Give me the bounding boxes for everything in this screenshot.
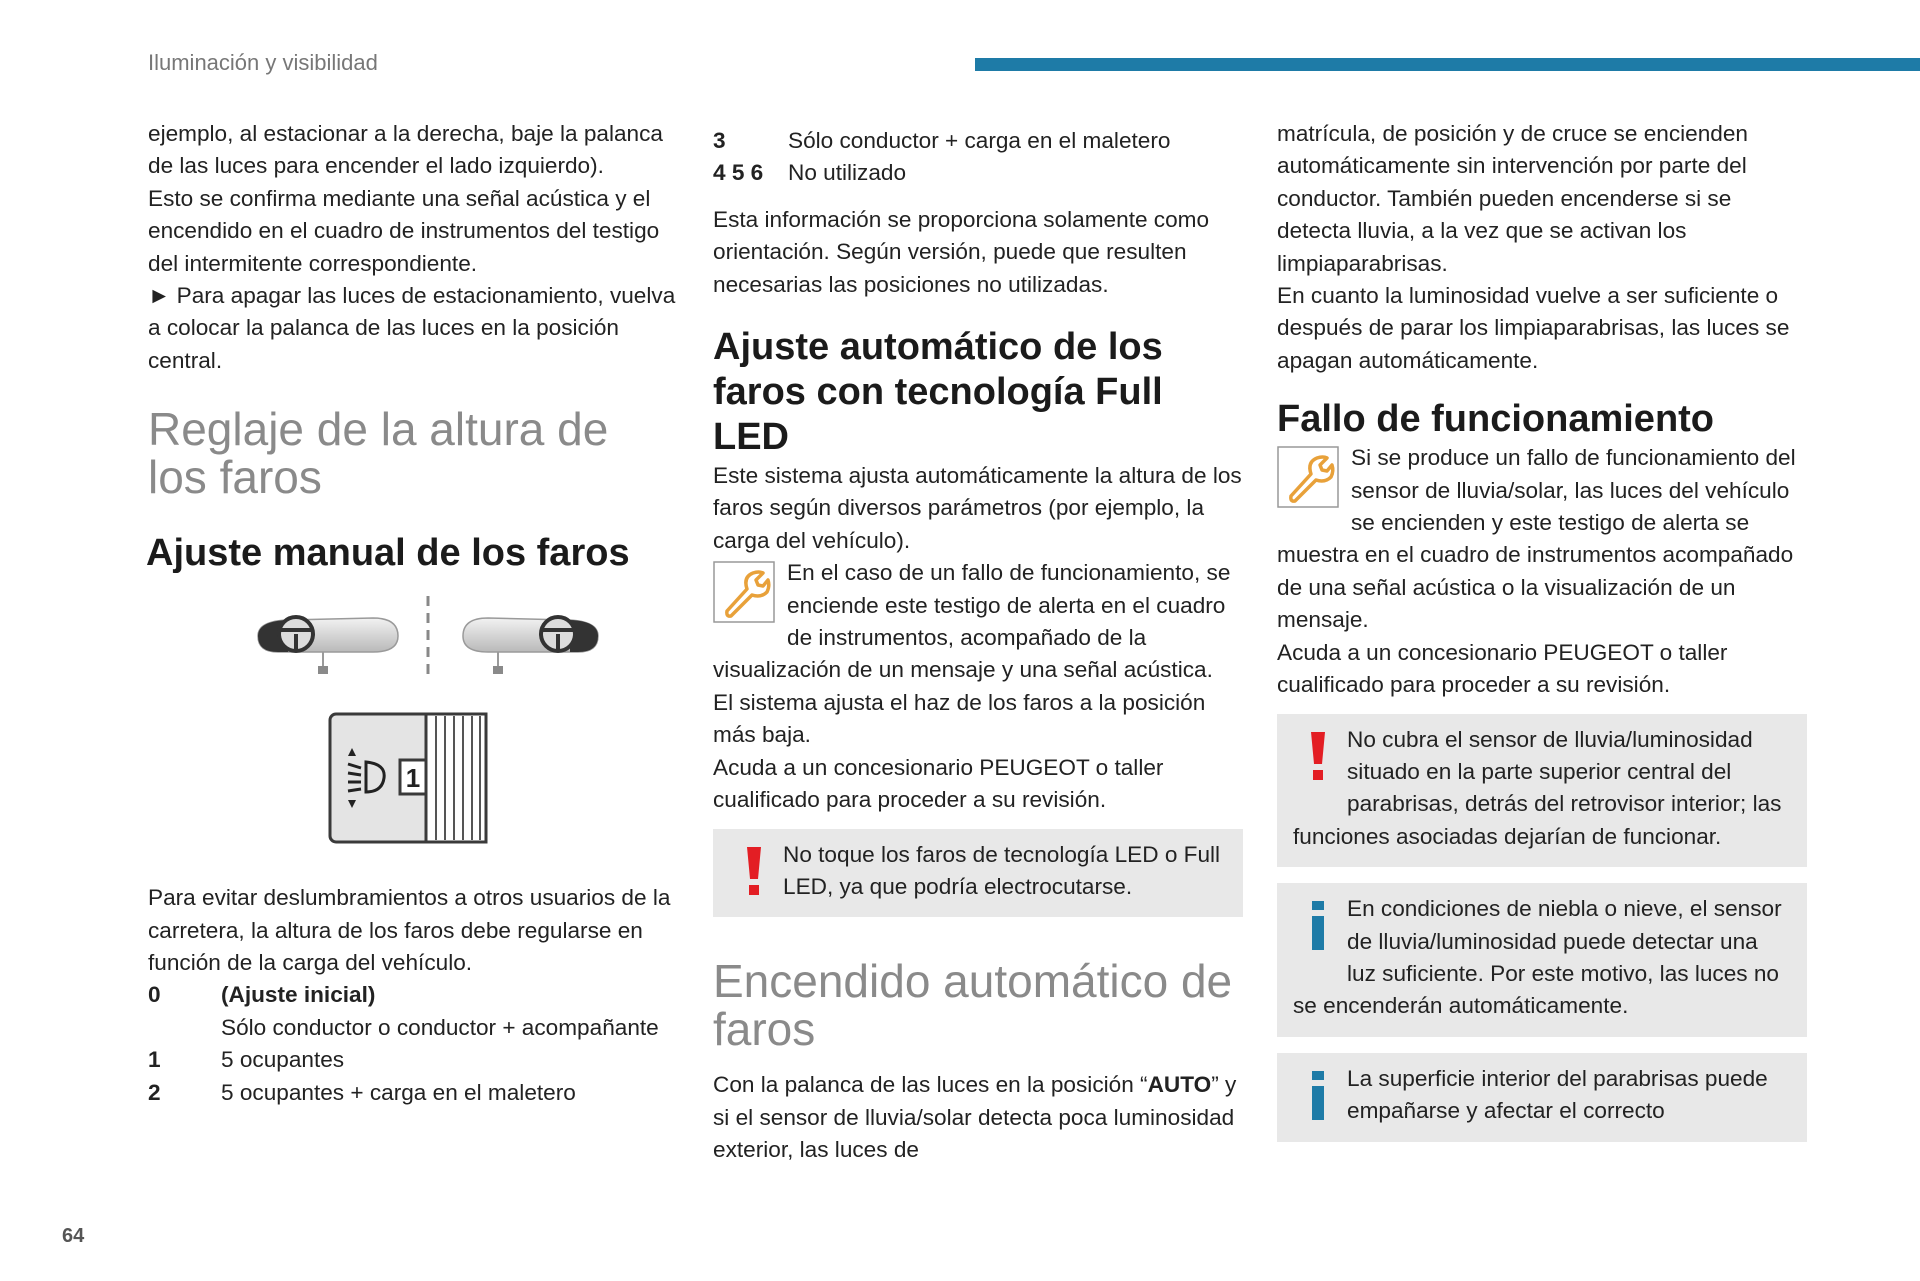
position-text: 5 ocupantes xyxy=(221,1047,345,1073)
section-heading: Reglaje de la altura de los faros xyxy=(148,403,609,504)
column-1 xyxy=(148,118,678,1109)
paragraph: Para evitar deslumbramientos a otros usuarios de la carretera, la altura de los faros debe regularse en función de la carga del vehículo. xyxy=(148,885,671,976)
paragraph: ejemplo, al estacionar a la derecha, baje la palanca de las luces para encender el lado izquierdo). xyxy=(148,121,663,179)
paragraph: Acuda a un concesionario PEUGEOT o taller cualificado para proceder a su revisión. xyxy=(713,754,1164,813)
paragraph: Esto se confirma mediante una señal acústica y el encendido en el cuadro de instrumentos del testigo del intermitente correspondiente. xyxy=(148,185,660,276)
paragraph: Si se produce un fallo de funcionamiento del sensor de lluvia/solar, las luces del vehículo se encienden y este testigo de alerta se muestra en el cuadro de instrumentos acompañado de una señal acústica o la visualización de un mensaje. xyxy=(1277,445,1796,633)
wrench-icon xyxy=(1277,446,1339,508)
dial-value: 1 xyxy=(405,763,421,794)
paragraph: En cuanto la luminosidad vuelve a ser suficiente o después de parar los limpiaparabrisas, las luces se apagan automáticamente. xyxy=(1277,283,1790,373)
paragraph: Este sistema ajusta automáticamente la altura de los faros según diversos parámetros (por ejemplo, la carga del vehículo). xyxy=(713,463,1242,553)
headlamp-adjust-dial-icon xyxy=(328,712,488,847)
position-key: 0 xyxy=(148,982,161,1008)
position-title: (Ajuste inicial) xyxy=(221,982,376,1008)
section-label: Iluminación y visibilidad xyxy=(148,50,378,75)
info-icon xyxy=(1297,1067,1339,1129)
subsection-heading: Ajuste automático de los faros con tecnología Full LED xyxy=(713,326,1163,459)
list-item xyxy=(148,1077,678,1109)
position-key: 4 5 6 xyxy=(713,160,764,186)
position-list xyxy=(148,979,678,1109)
column-2 xyxy=(713,125,1243,1167)
position-key: 3 xyxy=(713,128,726,153)
warning-text: No cubra el sensor de lluvia/luminosidad situado en la parte superior central del parabrisas, detrás del retrovisor interior; las funciones asociadas dejarían de funcionar. xyxy=(1293,726,1782,849)
position-text: Sólo conductor o conductor + acompañante xyxy=(221,1014,659,1040)
position-text: No utilizado xyxy=(788,160,907,186)
info-text: La superficie interior del parabrisas puede empañarse y afectar el correcto xyxy=(1347,1065,1768,1124)
position-text: 5 ocupantes + carga en el maletero xyxy=(221,1079,576,1105)
list-item xyxy=(713,157,1243,189)
list-item xyxy=(713,125,1243,157)
paragraph: matrícula, de posición y de cruce se encienden automáticamente sin intervención por parte del conductor. También pueden encenderse si se detecta lluvia, a la vez que se activan los limpiaparabrisas. xyxy=(1277,121,1748,276)
paragraph: El sistema ajusta el haz de los faros a la posición más baja. xyxy=(713,689,1206,748)
paragraph: ► Para apagar las luces de estacionamiento, vuelva a colocar la palanca de las luces en la posición central. xyxy=(148,283,676,373)
warning-text: No toque los faros de tecnología LED o Full LED, ya que podría electrocutarse. xyxy=(783,841,1221,899)
info-text: En condiciones de niebla o nieve, el sensor de lluvia/luminosidad puede detectar una luz suficiente. Por este motivo, las luces no se encenderán automáticamente. xyxy=(1293,896,1782,1019)
section-heading: Encendido automático de faros xyxy=(713,955,1233,1056)
position-text: Sólo conductor + carga en el maletero xyxy=(788,128,1171,153)
warning-icon xyxy=(733,843,775,905)
column-3 xyxy=(1277,118,1807,1142)
info-box xyxy=(1277,883,1807,1037)
position-key: 2 xyxy=(148,1079,161,1105)
warning-box xyxy=(1277,714,1807,868)
info-icon xyxy=(1297,897,1339,959)
subsection-heading: Ajuste manual de los faros xyxy=(146,532,630,575)
position-key: 1 xyxy=(148,1047,161,1073)
wrench-note xyxy=(713,557,1243,687)
auto-text-post: ” y si el sensor de lluvia/solar detecta poca luminosidad exterior, las luces de xyxy=(713,1072,1237,1163)
paragraph: En el caso de un fallo de funcionamiento, se enciende este testigo de alerta en el cuadro de instrumentos, acompañado de la visualización de un mensaje y una señal acústica. xyxy=(713,560,1231,683)
auto-keyword: AUTO xyxy=(1147,1072,1212,1098)
page-number: 64 xyxy=(62,1225,85,1247)
list-item xyxy=(148,979,678,1044)
position-list xyxy=(713,125,1243,190)
paragraph: Acuda a un concesionario PEUGEOT o taller cualificado para proceder a su revisión. xyxy=(1277,639,1728,698)
paragraph: Esta información se proporciona solamente como orientación. Según versión, puede que resulten necesarias las posiciones no utilizadas. xyxy=(713,206,1210,297)
list-item xyxy=(148,1044,678,1076)
auto-text-pre: Con la palanca de las luces en la posición “ xyxy=(713,1072,1148,1098)
wrench-note xyxy=(1277,442,1807,636)
subsection-heading: Fallo de funcionamiento xyxy=(1277,398,1715,441)
wrench-icon xyxy=(713,561,775,623)
vehicle-load-icon xyxy=(248,596,608,696)
header-accent-bar xyxy=(975,58,1920,71)
warning-box xyxy=(713,829,1243,918)
headlamp-illustration xyxy=(148,582,678,882)
info-box xyxy=(1277,1053,1807,1142)
warning-icon xyxy=(1297,728,1339,790)
paragraph xyxy=(713,1069,1243,1166)
